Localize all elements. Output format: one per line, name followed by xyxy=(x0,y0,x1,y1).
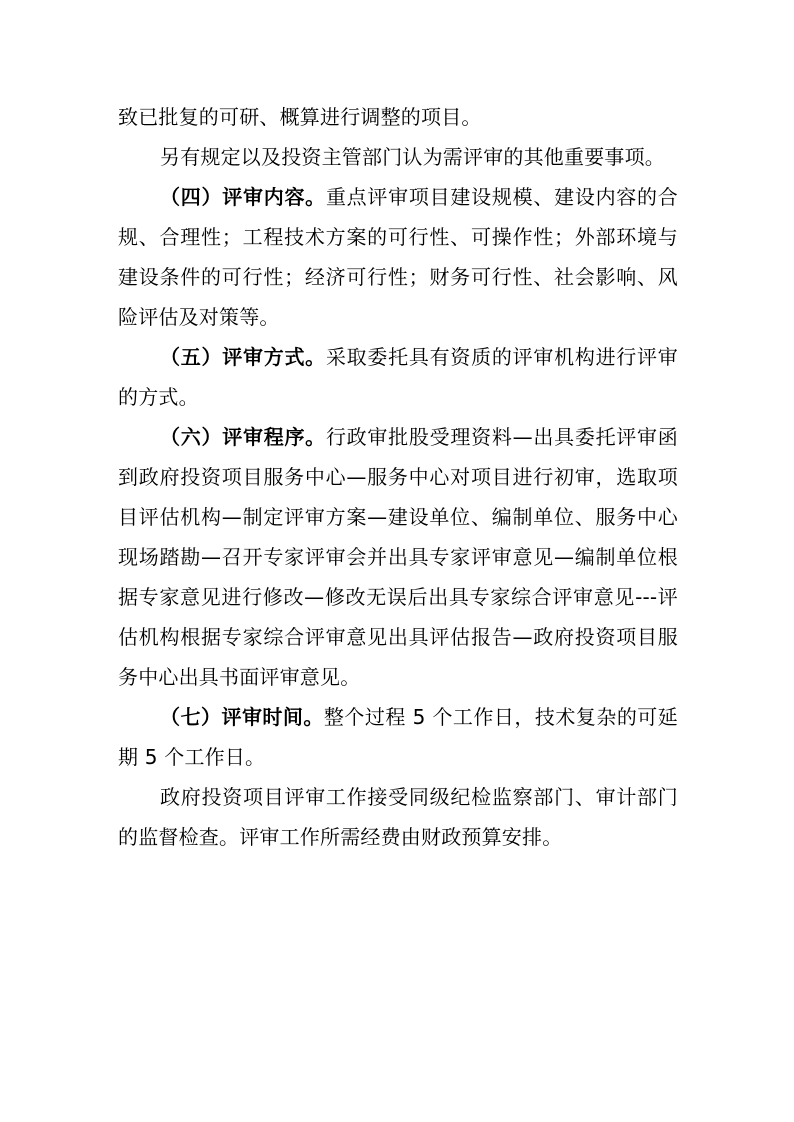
paragraph-review-time xyxy=(118,697,678,777)
paragraph-other-matters xyxy=(118,137,678,177)
paragraph-text: 政府投资项目评审工作接受同级纪检监察部门、审计部门的监督检查。评审工作所需经费由财政预算安排。 xyxy=(118,785,678,849)
section-heading: （七）评审时间。 xyxy=(160,705,324,729)
paragraph-text: 采取委托具有资质的评审机构进行评审的方式。 xyxy=(118,345,678,409)
paragraph-review-procedure xyxy=(118,417,678,697)
document-body xyxy=(118,97,678,857)
section-heading: （六）评审程序。 xyxy=(160,425,326,449)
section-heading: （五）评审方式。 xyxy=(160,345,326,369)
paragraph-supervision xyxy=(118,777,678,857)
paragraph-text: 另有规定以及投资主管部门认为需评审的其他重要事项。 xyxy=(160,145,665,169)
paragraph-text: 行政审批股受理资料—出具委托评审函到政府投资项目服务中心—服务中心对项目进行初审，选取项目评估机构—制定评审方案—建设单位、编制单位、服务中心现场踏勘—召开专家评审会并出具专家评审意见—编制单位根据专家意见进行修改—修改无误后出具专家综合评审意见---评估机构根据专家综合评审意见出具评估报告—政府投资项目服务中心出具书面评审意见。 xyxy=(118,425,678,689)
paragraph-review-method xyxy=(118,337,678,417)
paragraph-continuation xyxy=(118,97,678,137)
section-heading: （四）评审内容。 xyxy=(160,185,326,209)
paragraph-text: 致已批复的可研、概算进行调整的项目。 xyxy=(118,105,482,129)
paragraph-review-content xyxy=(118,177,678,337)
paragraph-text: 整个过程 5 个工作日，技术复杂的可延期 5 个工作日。 xyxy=(118,705,678,769)
paragraph-text: 重点评审项目建设规模、建设内容的合规、合理性；工程技术方案的可行性、可操作性；外部环境与建设条件的可行性；经济可行性；财务可行性、社会影响、风险评估及对策等。 xyxy=(118,185,678,329)
